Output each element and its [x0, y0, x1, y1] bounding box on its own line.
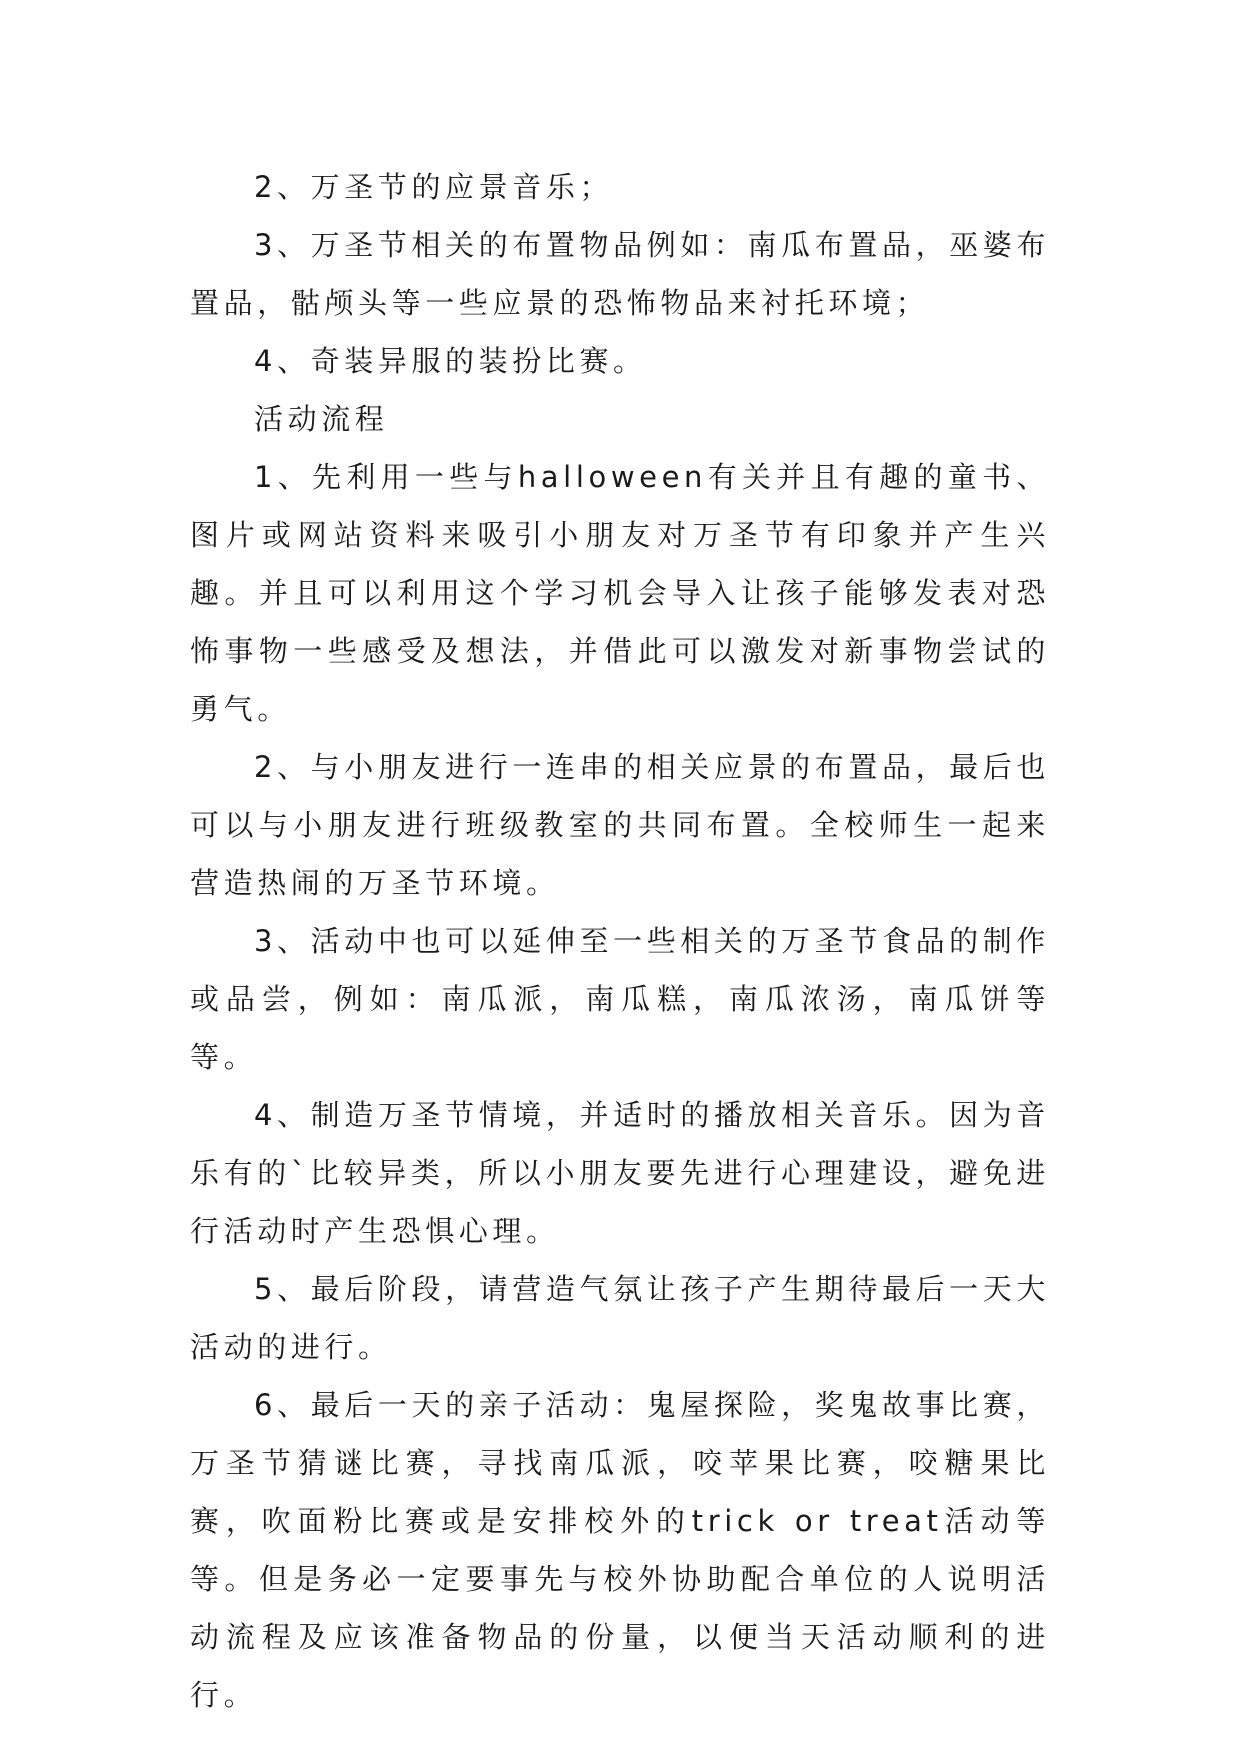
paragraph-flow-step-5: 5、最后阶段，请营造气氛让孩子产生期待最后一天大活动的进行。	[190, 1272, 1050, 1364]
paragraph-flow-step-2: 2、与小朋友进行一连串的相关应景的布置品，最后也可以与小朋友进行班级教室的共同布置。全校师生一起来营造热闹的万圣节环境。	[190, 750, 1050, 900]
paragraph-item-2-music: 2、万圣节的应景音乐；	[254, 170, 614, 204]
paragraph-item-4-costume-contest: 4、奇装异服的装扮比赛。	[254, 344, 647, 378]
document-body	[190, 158, 1050, 1724]
paragraph-flow-step-3: 3、活动中也可以延伸至一些相关的万圣节食品的制作或品尝，例如：南瓜派，南瓜糕，南瓜浓汤，南瓜饼等等。	[190, 924, 1050, 1074]
paragraph-item-3-decorations: 3、万圣节相关的布置物品例如：南瓜布置品，巫婆布置品，骷颅头等一些应景的恐怖物品来衬托环境；	[190, 228, 1050, 320]
paragraph-flow-step-4: 4、制造万圣节情境，并适时的播放相关音乐。因为音乐有的`比较异类，所以小朋友要先进行心理建设，避免进行活动时产生恐惧心理。	[190, 1098, 1050, 1248]
section-heading-activity-flow: 活动流程	[254, 402, 389, 436]
paragraph-flow-step-6: 6、最后一天的亲子活动：鬼屋探险，奖鬼故事比赛，万圣节猜谜比赛，寻找南瓜派，咬苹果比赛，咬糖果比赛，吹面粉比赛或是安排校外的trick or treat活动等等。但是务必一定要事先与校外协助配合单位的人说明活动流程及应该准备物品的份量，以便当天活动顺利的进行。	[190, 1388, 1050, 1712]
paragraph-flow-step-1: 1、先利用一些与halloween有关并且有趣的童书、图片或网站资料来吸引小朋友对万圣节有印象并产生兴趣。并且可以利用这个学习机会导入让孩子能够发表对恐怖事物一些感受及想法，并借此可以激发对新事物尝试的勇气。	[190, 460, 1050, 726]
